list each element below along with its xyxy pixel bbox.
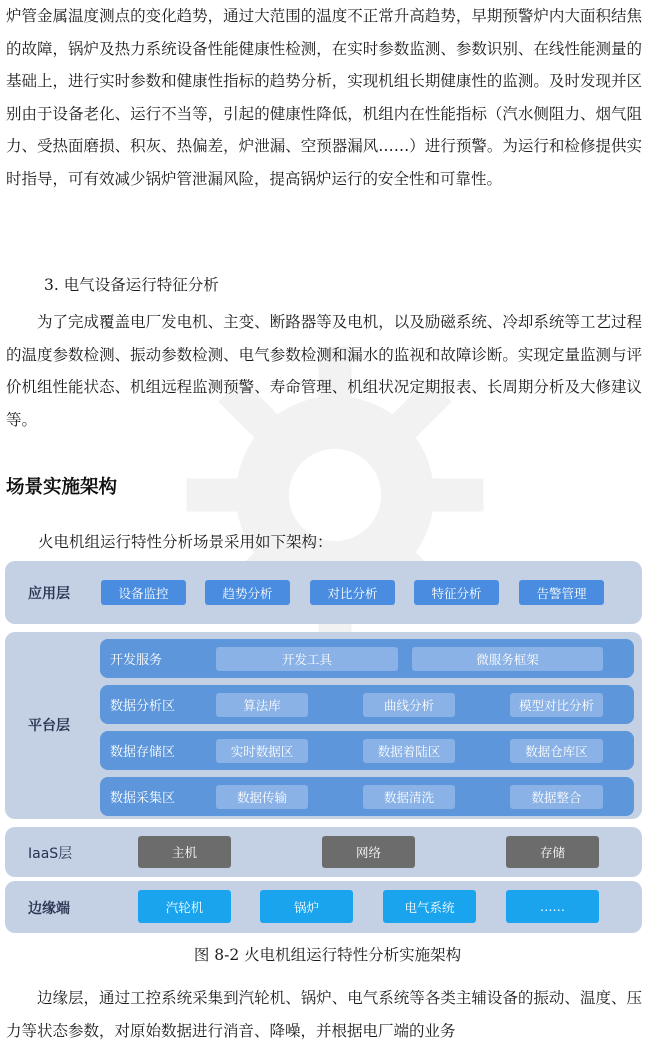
platform-item: 实时数据区: [216, 739, 308, 763]
platform-item: 开发工具: [216, 647, 398, 671]
app-layer-label: 应用层: [28, 586, 70, 602]
platform-row-storage: [100, 731, 634, 770]
row-label: 数据存储区: [110, 745, 176, 760]
platform-row-dev-service: [100, 639, 634, 678]
platform-item: 数据传输: [216, 785, 308, 809]
edge-item: 锅炉: [260, 890, 353, 923]
app-item: 设备监控: [101, 580, 186, 605]
iaas-layer-label: IaaS层: [28, 846, 73, 862]
platform-row-collection: [100, 777, 634, 816]
platform-item: 数据仓库区: [510, 739, 603, 763]
iaas-layer: [5, 827, 642, 877]
platform-item: 数据整合: [510, 785, 603, 809]
platform-row-analysis: [100, 685, 634, 724]
app-layer: [5, 561, 642, 624]
platform-item: 模型对比分析: [510, 693, 603, 717]
platform-item: 算法库: [216, 693, 308, 717]
figure-caption: 图 8-2 火电机组运行特性分析实施架构: [193, 946, 462, 964]
body-paragraph-top: 炉管金属温度测点的变化趋势，通过大范围的温度不正常升高趋势，早期预警炉内大面积结焦的故障，锅炉及热力系统设备性能健康性检测，在实时参数监测、参数识别、在线性能测量的基础上，进行实时参数和健康性指标的趋势分析，实现机组长期健康性的监测。及时发现并区别由于设备老化、运行不当等，引起的健康性降低，机组内在性能指标（汽水侧阻力、烟气阻力、受热面磨损、积灰、热偏差，炉泄漏、空预器漏风……）进行预警。为运行和检修提供实时指导，可有效减少锅炉管泄漏风险，提高锅炉运行的安全性和可靠性。: [6, 7, 642, 188]
app-item: 趋势分析: [205, 580, 290, 605]
edge-layer-label: 边缘端: [28, 901, 70, 917]
app-item: 对比分析: [310, 580, 395, 605]
iaas-item: 网络: [322, 836, 415, 868]
iaas-item: 主机: [138, 836, 231, 868]
row-label: 数据分析区: [110, 699, 176, 714]
section-title: 场景实施架构: [6, 477, 118, 498]
item-3-heading: 3. 电气设备运行特征分析: [44, 276, 219, 294]
platform-layer-label: 平台层: [28, 718, 70, 734]
iaas-item: 存储: [506, 836, 599, 868]
platform-item: 曲线分析: [363, 693, 455, 717]
platform-layer: [5, 632, 642, 819]
platform-item: 数据清洗: [363, 785, 455, 809]
row-label: 数据采集区: [110, 791, 176, 806]
edge-layer: [5, 881, 642, 933]
edge-item: 汽轮机: [138, 890, 231, 923]
diagram-intro: 火电机组运行特性分析场景采用如下架构：: [38, 533, 333, 551]
app-item: 特征分析: [414, 580, 499, 605]
platform-item: 数据着陆区: [363, 739, 455, 763]
platform-item: 微服务框架: [412, 647, 603, 671]
edge-item: 电气系统: [383, 890, 476, 923]
item-3-body: 为了完成覆盖电厂发电机、主变、断路器等及电机，以及励磁系统、冷却系统等工艺过程的温度参数检测、振动参数检测、电气参数检测和漏水的监视和故障诊断。实现定量监测与评价机组性能状态、机组远程监测预警、寿命管理、机组状况定期报表、长周期分析及大修建议等。: [6, 313, 642, 429]
body-paragraph-bottom: 边缘层，通过工控系统采集到汽轮机、锅炉、电气系统等各类主辅设备的振动、温度、压力等状态参数，对原始数据进行消音、降噪，并根据电厂端的业务: [6, 989, 642, 1040]
architecture-diagram: [5, 561, 642, 933]
app-item: 告警管理: [519, 580, 604, 605]
row-label: 开发服务: [110, 653, 163, 668]
edge-item: ……: [506, 890, 599, 923]
